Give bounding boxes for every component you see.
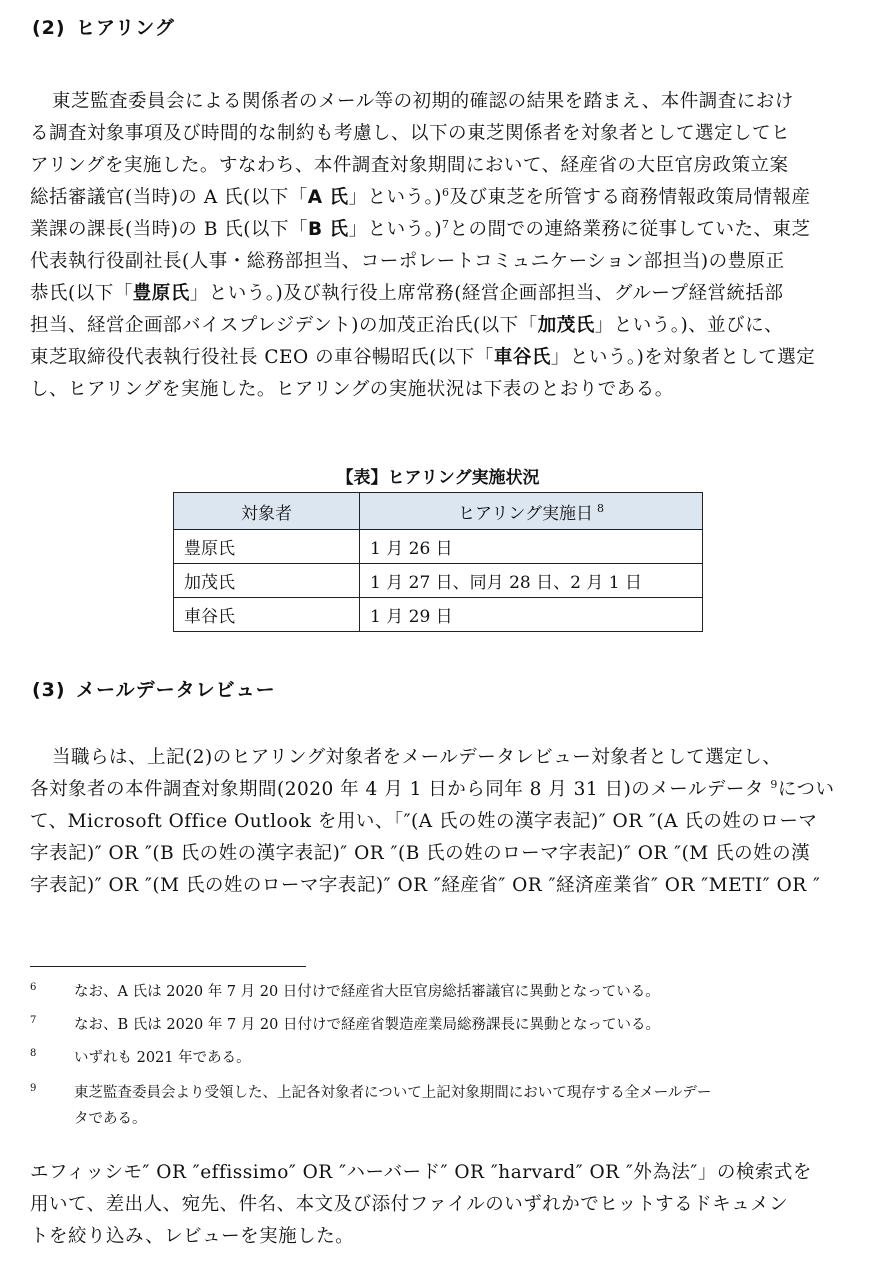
text-run: 業課の課長(当時)の B 氏(以下「: [30, 219, 309, 240]
column-header-date-label: ヒアリング実施日: [458, 503, 593, 524]
defined-term: 車谷氏: [493, 347, 551, 368]
defined-term: 加茂氏: [537, 315, 595, 336]
table-header-row: [174, 493, 703, 530]
footnote-separator: [30, 966, 306, 967]
text-line: [30, 1221, 850, 1253]
text-line: [30, 150, 850, 182]
section-2-heading: [32, 14, 175, 42]
footnote-number: 9: [30, 1083, 37, 1094]
text-run: 及び東芝を所管する商務情報政策局情報産: [449, 187, 811, 208]
table-cell-subject: 車谷氏: [174, 598, 360, 632]
text-line: [30, 246, 850, 278]
text-run: る調査対象事項及び時間的な制約も考慮し、以下の東芝関係者を対象者として選定してヒ: [30, 123, 791, 144]
text-run: 」という。): [348, 219, 443, 240]
text-run: 東芝取締役代表執行役社長 CEO の車谷暢昭氏(以下「: [30, 347, 494, 368]
footnote-ref: 6: [442, 185, 450, 199]
continuation-paragraph: [30, 1157, 850, 1253]
defined-term: 豊原氏: [132, 283, 190, 304]
table-row: [174, 598, 703, 632]
section-2-title: ヒアリング: [76, 17, 175, 39]
footnote-number: 8: [30, 1048, 37, 1059]
text-line: [30, 870, 850, 902]
text-run: 当職らは、上記(2)のヒアリング対象者をメールデータレビュー対象者として選定し、: [52, 747, 782, 768]
text-run: トを絞り込み、レビューを実施した。: [30, 1226, 355, 1247]
table-row: [174, 530, 703, 564]
defined-term: B 氏: [308, 219, 349, 240]
column-header-date: [360, 493, 703, 530]
text-line: [30, 214, 850, 246]
text-line: [30, 742, 850, 774]
text-run: 恭氏(以下「: [30, 283, 133, 304]
section-3-heading: [32, 676, 276, 704]
text-run: 」という。): [348, 187, 443, 208]
text-run: 各対象者の本件調査対象期間(2020 年 4 月 1 日から同年 8 月 31 日)のメールデータ: [30, 779, 771, 800]
footnote-ref-8: 8: [596, 501, 604, 515]
text-line: [30, 278, 850, 310]
text-run: 総括審議官(当時)の A 氏(以下「: [30, 187, 308, 208]
text-run: 東芝監査委員会による関係者のメール等の初期的確認の結果を踏まえ、本件調査におけ: [52, 91, 794, 112]
footnote-text: なお、B 氏は 2020 年 7 月 20 日付けで経産省製造産業局総務課長に異動となっている。: [74, 1017, 660, 1033]
table-cell-date: 1 月 26 日: [360, 530, 703, 564]
text-run: 字表記)″ OR ″(M 氏の姓のローマ字表記)″ OR ″経産省″ OR ″経済産業省″ OR ″METI″ OR ″: [30, 875, 821, 896]
section-3-number: (3): [32, 679, 66, 701]
text-run: 字表記)″ OR ″(B 氏の姓の漢字表記)″ OR ″(B 氏の姓のローマ字表記)″ OR ″(M 氏の姓の漢: [30, 843, 811, 864]
text-run: 用いて、差出人、宛先、件名、本文及び添付ファイルのいずれかでヒットするドキュメン: [30, 1194, 789, 1215]
footnote-text: いずれも 2021 年である。: [74, 1050, 251, 1066]
table-cell-date: 1 月 29 日: [360, 598, 703, 632]
text-run: 」という。)、並びに、: [594, 315, 784, 336]
text-run: 担当、経営企画部バイスプレジデント)の加茂正治氏(以下「: [30, 315, 538, 336]
text-line: [30, 1157, 850, 1189]
column-header-subject: 対象者: [174, 493, 360, 530]
text-line: [30, 806, 850, 838]
hearing-table: [173, 492, 703, 632]
text-line: [30, 118, 850, 150]
table-cell-subject: 豊原氏: [174, 530, 360, 564]
text-run: 代表執行役副社長(人事・総務部担当、コーポレートコミュニケーション部担当)の豊原正: [30, 251, 785, 272]
section-3-paragraph: [30, 742, 850, 902]
text-line: [30, 86, 850, 118]
footnote-number: 6: [30, 982, 37, 993]
text-run: 」という。)及び執行役上席常務(経営企画部担当、グループ経営統括部: [189, 283, 784, 304]
footnote-number: 7: [30, 1015, 37, 1026]
text-line: [30, 374, 850, 406]
text-line: [30, 310, 850, 342]
text-line: [30, 182, 850, 214]
footnote-ref: 7: [442, 217, 450, 231]
text-run: アリングを実施した。すなわち、本件調査対象期間において、経産省の大臣官房政策立案: [30, 155, 789, 176]
text-run: につい: [777, 779, 835, 800]
table-cell-subject: 加茂氏: [174, 564, 360, 598]
table-caption: 【表】ヒアリング実施状況: [336, 468, 540, 488]
text-run: との間での連絡業務に従事していた、東芝: [449, 219, 811, 240]
footnote-text: なお、A 氏は 2020 年 7 月 20 日付けで経産省大臣官房総括審議官に異動となっている。: [74, 984, 660, 1000]
footnote-ref: 9: [770, 777, 778, 791]
section-2-paragraph: [30, 86, 850, 406]
table-row: [174, 564, 703, 598]
text-line: [30, 1189, 850, 1221]
defined-term: A 氏: [307, 187, 349, 208]
table-cell-date: 1 月 27 日、同月 28 日、2 月 1 日: [360, 564, 703, 598]
text-run: て、Microsoft Office Outlook を用い、「″(A 氏の姓の漢字表記)″ OR ″(A 氏の姓のローマ: [30, 811, 818, 832]
section-3-title: メールデータレビュー: [76, 679, 276, 701]
text-run: 」という。)を対象者として選定: [550, 347, 816, 368]
text-line: [30, 342, 850, 374]
text-run: し、ヒアリングを実施した。ヒアリングの実施状況は下表のとおりである。: [30, 379, 674, 400]
footnote-text: タである。: [74, 1111, 147, 1127]
text-line: [30, 838, 850, 870]
text-run: エフィッシモ″ OR ″effissimo″ OR ″ハーバード″ OR ″harvard″ OR ″外為法″」の検索式を: [30, 1162, 812, 1183]
section-2-number: (2): [32, 17, 66, 39]
footnote-text: 東芝監査委員会より受領した、上記各対象者について上記対象期間において現存する全メールデー: [74, 1085, 712, 1101]
text-line: [30, 774, 850, 806]
